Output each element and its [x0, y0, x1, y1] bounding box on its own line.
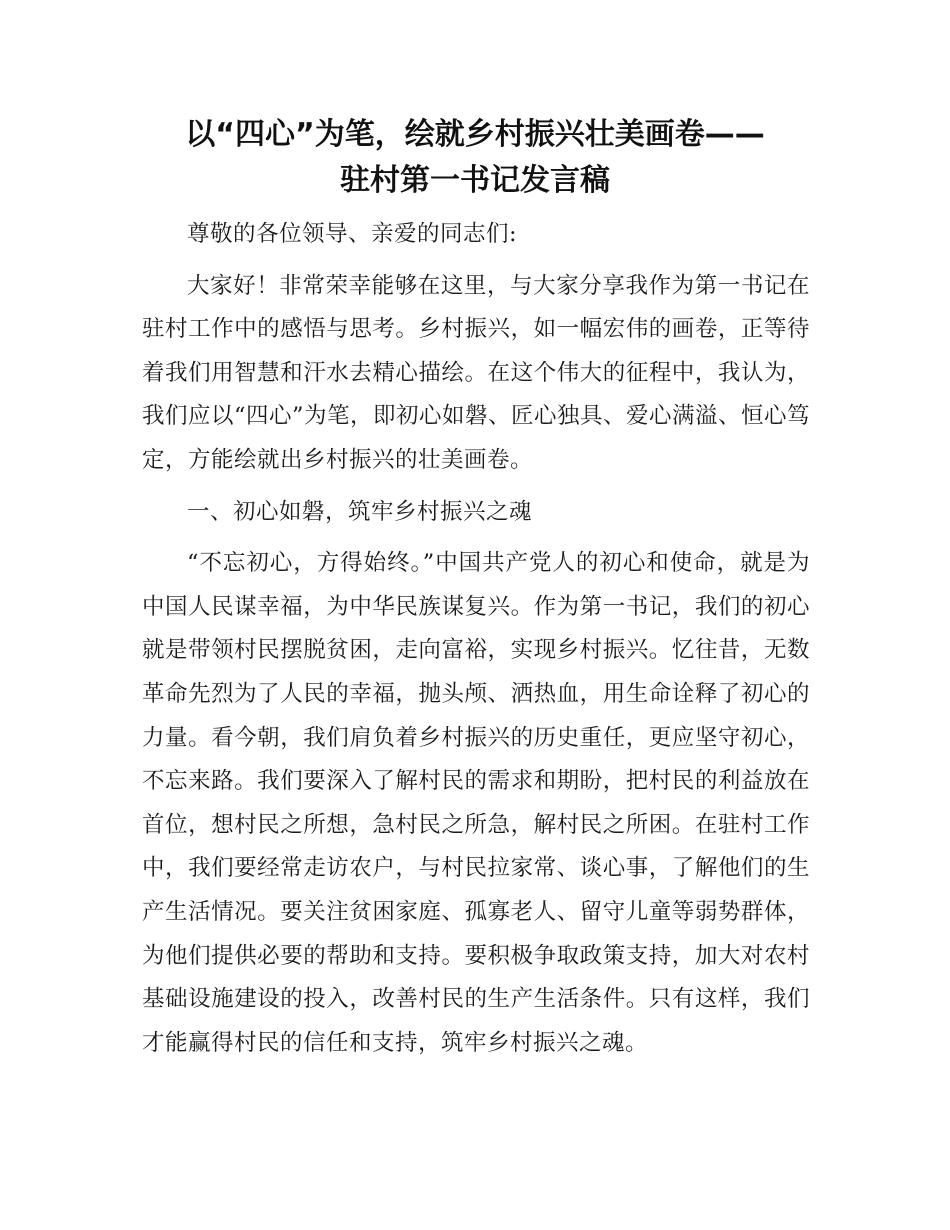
document-body	[142, 213, 810, 1065]
section-heading-1: 一、初心如磐，筑牢乡村振兴之魂	[187, 498, 533, 525]
paragraph-section-1: “不忘初心，方得始终。”中国共产党人的初心和使命，就是为中国人民谋幸福，为中华民族谋复兴。作为第一书记，我们的初心就是带领村民摆脱贫困，走向富裕，实现乡村振兴。忆往昔，无数革命先烈为了人民的幸福，抛头颅、洒热血，用生命诠释了初心的力量。看今朝，我们肩负着乡村振兴的历史重任，更应坚守初心，不忘来路。我们要深入了解村民的需求和期盼，把村民的利益放在首位，想村民之所想，急村民之所急，解村民之所困。在驻村工作中，我们要经常走访农户，与村民拉家常、谈心事，了解他们的生产生活情况。要关注贫困家庭、孤寡老人、留守儿童等弱势群体，为他们提供必要的帮助和支持。要积极争取政策支持，加大对农村基础设施建设的投入，改善村民的生产生活条件。只有这样，我们才能赢得村民的信任和支持，筑牢乡村振兴之魂。	[142, 550, 810, 1056]
document-title-line-1: 以“四心”为笔，绘就乡村振兴壮美画卷——	[185, 117, 765, 152]
salutation: 尊敬的各位领导、亲爱的同志们:	[187, 221, 518, 247]
document-title-line-2: 驻村第一书记发言稿	[340, 163, 610, 198]
paragraph-opening: 大家好！非常荣幸能够在这里，与大家分享我作为第一书记在驻村工作中的感悟与思考。乡村振兴，如一幅宏伟的画卷，正等待着我们用智慧和汗水去精心描绘。在这个伟大的征程中，我认为，我们应以“四心”为笔，即初心如磐、匠心独具、爱心满溢、恒心笃定，方能绘就出乡村振兴的壮美画卷。	[142, 272, 811, 473]
